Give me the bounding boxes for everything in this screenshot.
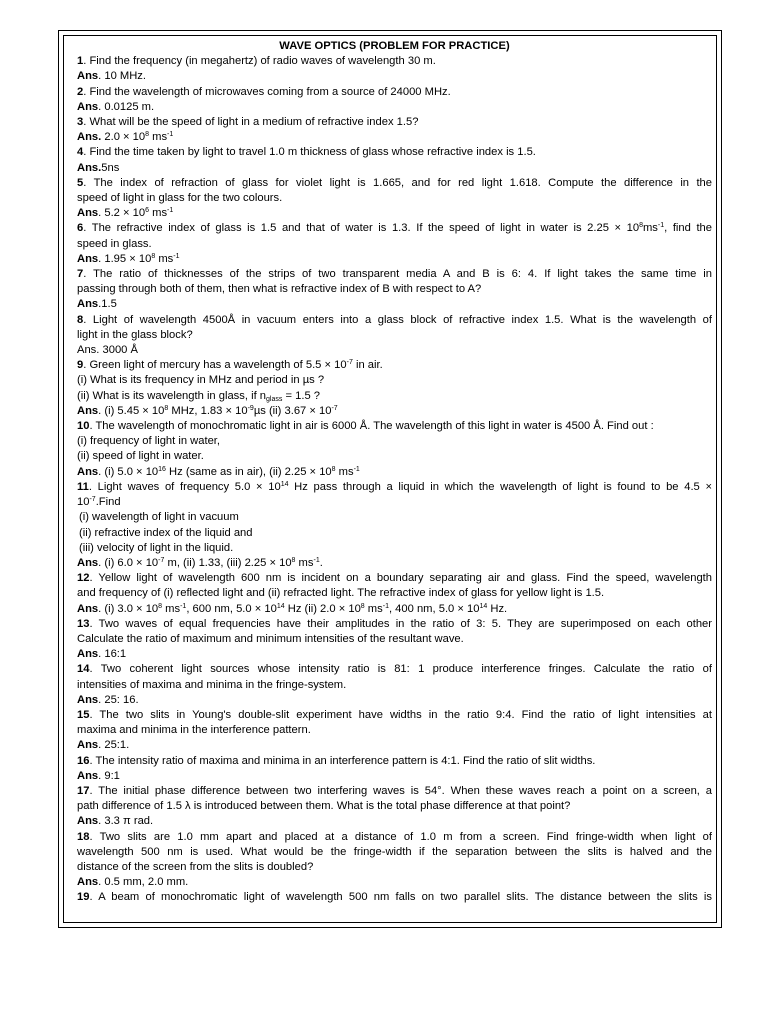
problem-8-cont: light in the glass block? xyxy=(77,328,193,341)
problem-5-cont: speed of light in glass for the two colours. xyxy=(77,192,283,205)
problem-11-part-iii: (iii) velocity of light in the liquid. xyxy=(79,541,234,554)
answer-12: Ans. (i) $3.0 \times 10^8$ $ms^{-1}$, 600 nm, $5.0 \times 10^{14}$ Hz (ii) $2.0 \times 10^8$ $ms^{-1}$, 400 nm, $5.0 \times 10^{14}$ Hz. xyxy=(77,602,508,615)
problem-11-cont: $10^{-7}.Find$ xyxy=(77,496,121,509)
worksheet-content xyxy=(77,39,712,906)
answer-16: Ans. 9:1 xyxy=(77,769,120,782)
answer-18: Ans. 0.5 mm, 2.0 mm. xyxy=(77,876,189,889)
problem-16: 16. The intensity ratio of maxima and minima in an interference pattern is 4:1. Find the ratio of slit widths. xyxy=(77,754,596,767)
problem-15-cont: maxima and minima in the interference pattern. xyxy=(77,724,311,737)
answer-15: Ans. 25:1. xyxy=(77,739,130,752)
answer-7: Ans.1.5 xyxy=(77,298,117,311)
problem-10-part-ii: (ii) speed of light in water. xyxy=(77,450,204,463)
answer-8: Ans. 3000 Å xyxy=(77,344,138,357)
problem-12: 12. Yellow light of wavelength 600 nm is incident on a boundary separating air and glass. Find the speed, wavelength xyxy=(77,572,712,585)
problem-6: 6. The refractive index of glass is 1.5 and that of water is 1.3. If the speed of light in water is $2.25 \times 10^8ms^{-1}$, find the xyxy=(77,222,712,235)
problem-10-part-i: (i) frequency of light in water, xyxy=(77,435,221,448)
problem-15: 15. The two slits in Young's double-slit experiment have widths in the ratio 9:4. Find the ratio of light intensities at xyxy=(77,708,712,721)
problem-6-cont: speed in glass. xyxy=(77,237,152,250)
answer-6: Ans. $1.95 \times 10^8$ $ms^{-1}$ xyxy=(77,252,180,265)
problem-17-cont: path difference of 1.5 λ is introduced between them. What is the total phase difference at that point? xyxy=(77,800,571,813)
problem-14: 14. Two coherent light sources whose intensity ratio is 81: 1 produce interference fringes. Calculate the ratio of xyxy=(77,663,712,676)
answer-14: Ans. 25: 16. xyxy=(77,693,139,706)
answer-2: Ans. 0.0125 m. xyxy=(77,100,155,113)
problem-4: 4. Find the time taken by light to travel 1.0 m thickness of glass whose refractive index is 1.5. xyxy=(77,146,536,159)
problem-9-part-ii: (ii) What is its wavelength in glass, if $n_{glass} = 1.5$ ? xyxy=(77,389,320,403)
problem-3: 3. What will be the speed of light in a medium of refractive index 1.5? xyxy=(77,116,419,129)
answer-1: Ans. 10 MHz. xyxy=(77,70,147,83)
problem-14-cont: intensities of maxima and minima in the fringe-system. xyxy=(77,678,347,691)
answer-17: Ans. 3.3 π rad. xyxy=(77,815,154,828)
problem-18: 18. Two slits are 1.0 mm apart and placed at a distance of 1.0 m from a screen. Find fringe-width when light of xyxy=(77,830,712,843)
problem-7: 7. The ratio of thicknesses of the strips of two transparent media A and B is 6: 4. If light takes the same time in xyxy=(77,268,712,281)
problem-2: 2. Find the wavelength of microwaves coming from a source of 24000 MHz. xyxy=(77,85,451,98)
problem-18-cont: wavelength 500 nm is used. What would be the fringe-width if the separation between the slits is halved and the xyxy=(77,845,712,858)
answer-4: Ans.5ns xyxy=(77,161,120,174)
problem-18-cont-2: distance of the screen from the slits is doubled? xyxy=(77,860,314,873)
problem-19: 19. A beam of monochromatic light of wavelength 500 nm falls on two parallel slits. The distance between the slits is xyxy=(77,891,712,904)
answer-3: Ans. $2.0 \times 10^8$ $ms^{-1}$ xyxy=(77,131,174,144)
answer-11: Ans. (i) $6.0 \times 10^{-7}$ m, (ii) 1.33, (iii) $2.25 \times 10^8$ $ms^{-1}$. xyxy=(77,556,323,569)
answer-10: Ans. (i) $5.0 \times 10^{16}$ Hz (same as in air), (ii) $2.25 \times 10^8$ $ms^{-1}$ xyxy=(77,465,360,478)
problem-9: 9. Green light of mercury has a wavelength of $5.5 \times 10^{-7}$ in air. xyxy=(77,359,383,372)
problem-11-part-ii: (ii) refractive index of the liquid and xyxy=(79,526,253,539)
problem-5: 5. The index of refraction of glass for violet light is 1.665, and for red light 1.618. Compute the difference in the xyxy=(77,176,713,189)
problem-11-part-i: (i) wavelength of light in vacuum xyxy=(79,511,239,524)
problem-9-part-i: (i) What is its frequency in MHz and period in µs ? xyxy=(77,374,325,387)
answer-13: Ans. 16:1 xyxy=(77,648,127,661)
problem-11: 11. Light waves of frequency $5.0 \times 10^{14}$ Hz pass through a liquid in which the wavelength of light is found to be 4.5 × xyxy=(77,480,712,493)
problem-8: 8. Light of wavelength 4500Å in vacuum enters into a glass block of refractive index 1.5. What is the wavelength of xyxy=(77,313,712,326)
problem-12-cont: and frequency of (i) reflected light and (ii) refracted light. The refractive index of glass for yellow light is 1.5. xyxy=(77,587,605,600)
problem-13-cont: Calculate the ratio of maximum and minimum intensities of the resultant wave. xyxy=(77,632,464,645)
answer-9: Ans. (i) $5.45 \times 10^8$ MHz, $1.83 \times 10^{-9}\mu s$ (ii) $3.67 \times 10^{-7}$ xyxy=(77,404,338,417)
problem-7-cont: passing through both of them, then what is refractive index of B with respect to A? xyxy=(77,283,482,296)
problem-17: 17. The initial phase difference between two interfering waves is 54°. When these waves reach a point on a screen, a xyxy=(77,784,713,797)
problem-1: 1. Find the frequency (in megahertz) of radio waves of wavelength 30 m. xyxy=(77,55,436,68)
problem-13: 13. Two waves of equal frequencies have their amplitudes in the ratio of 3: 5. They are superimposed on each other xyxy=(77,617,713,630)
problem-10: 10. The wavelength of monochromatic light in air is 6000 Å. The wavelength of this light in water is 4500 Å. Find out : xyxy=(77,420,654,433)
answer-5: Ans. $5.2 \times 10^6$ $ms^{-1}$ xyxy=(77,207,174,220)
worksheet-title: WAVE OPTICS (PROBLEM FOR PRACTICE) xyxy=(279,40,510,52)
